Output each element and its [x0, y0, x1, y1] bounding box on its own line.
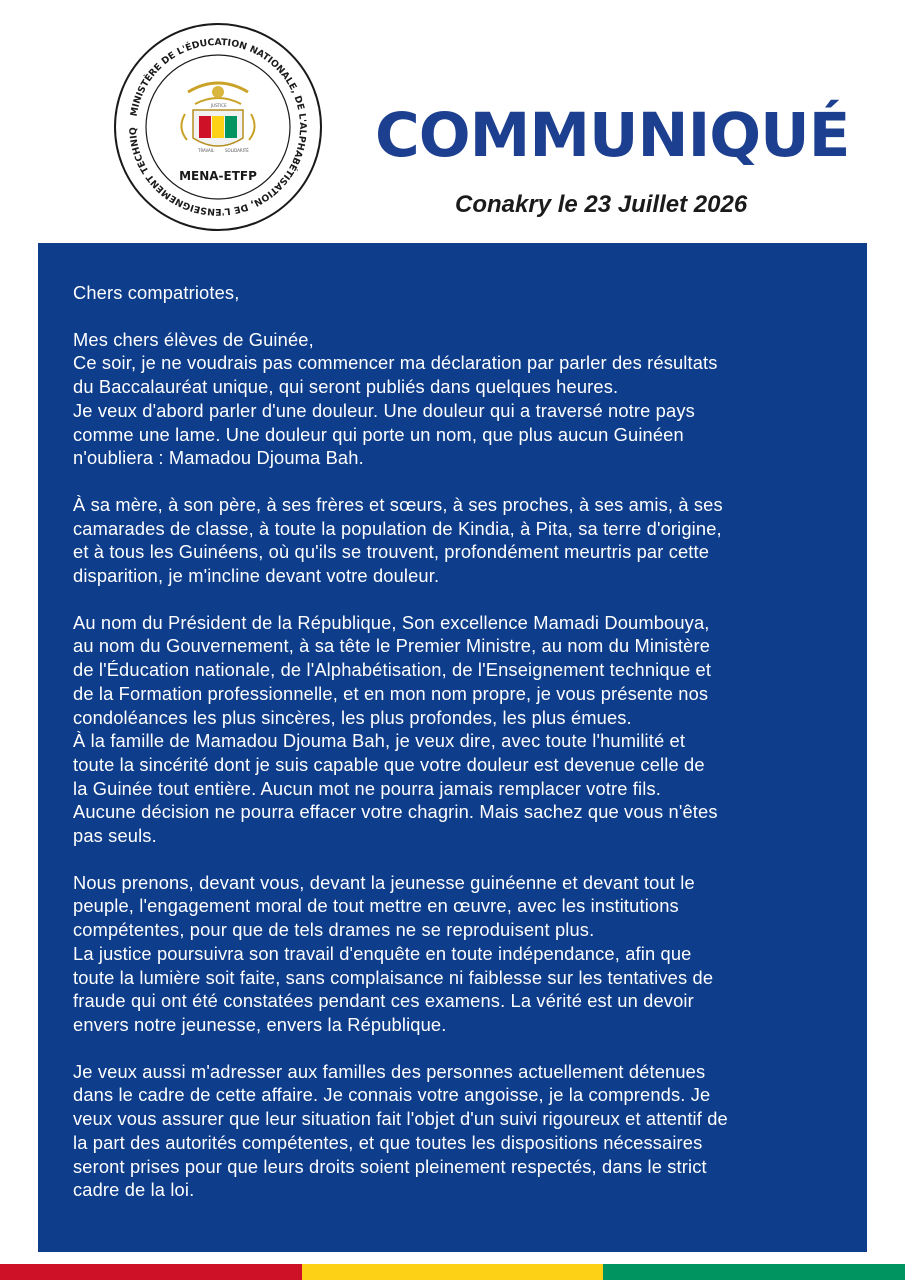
paragraph-line: dans le cadre de cette affaire. Je connais votre angoisse, je la comprends. Je	[73, 1084, 711, 1106]
paragraph-line: compétentes, pour que de tels drames ne se reproduisent plus.	[73, 919, 595, 941]
paragraph-line: veux vous assurer que leur situation fait l'objet d'un suivi rigoureux et attentif de	[73, 1108, 728, 1130]
flag-yellow-band	[302, 1264, 603, 1280]
paragraph-line: et à tous les Guinéens, où qu'ils se trouvent, profondément meurtris par cette	[73, 541, 710, 563]
motto-right-text: SOLIDARITÉ	[225, 148, 249, 153]
paragraph-line: la Guinée tout entière. Aucun mot ne pourra jamais remplacer votre fils.	[73, 777, 661, 799]
paragraph-line: Je veux d'abord parler d'une douleur. Une douleur qui a traversé notre pays	[73, 399, 695, 421]
ministry-seal-logo	[113, 22, 323, 232]
statement-paragraph	[73, 1060, 837, 1202]
communique-title: COMMUNIQUÉ	[375, 100, 850, 171]
paragraph-line: toute la lumière soit faite, sans complaisance ni faiblesse sur les tentatives de	[73, 966, 714, 988]
paragraph-line: Chers compatriotes,	[73, 282, 240, 303]
paragraph-line: fraude qui ont été constatées pendant ces examens. La vérité est un devoir	[73, 990, 694, 1012]
paragraph-line: n'oubliera : Mamadou Djouma Bah.	[73, 447, 364, 469]
paragraph-line: Mes chers élèves de Guinée,	[73, 328, 314, 350]
statement-panel	[38, 243, 867, 1252]
guinea-flag-stripe	[0, 1264, 905, 1280]
paragraph-line: Nous prenons, devant vous, devant la jeunesse guinéenne et devant tout le	[73, 871, 695, 893]
paragraph-line: À sa mère, à son père, à ses frères et sœurs, à ses proches, à ses amis, à ses	[73, 493, 723, 515]
paragraph-line: Aucune décision ne pourra effacer votre chagrin. Mais sachez que vous n'êtes	[73, 801, 718, 823]
paragraph-line: comme une lame. Une douleur qui porte un nom, que plus aucun Guinéen	[73, 423, 684, 445]
paragraph-line: pas seuls.	[73, 825, 157, 847]
paragraph-line: cadre de la loi.	[73, 1179, 195, 1201]
paragraph-line: disparition, je m'incline devant votre douleur.	[73, 565, 440, 587]
paragraph-line: À la famille de Mamadou Djouma Bah, je veux dire, avec toute l'humilité et	[73, 730, 686, 752]
paragraph-line: Je veux aussi m'adresser aux familles des personnes actuellement détenues	[73, 1060, 706, 1082]
paragraph-line: camarades de classe, à toute la population de Kindia, à Pita, sa terre d'origine,	[73, 517, 722, 539]
paragraph-line: Ce soir, je ne voudrais pas commencer ma déclaration par parler des résultats	[73, 352, 718, 374]
paragraph-line: peuple, l'engagement moral de tout mettre en œuvre, avec les institutions	[73, 895, 679, 917]
flag-green-band	[603, 1264, 905, 1280]
statement-paragraph	[73, 281, 837, 305]
seal-ring-text: MINISTÈRE DE L'ÉDUCATION NATIONALE, DE L'ALPHABÉTISATION, DE L'ENSEIGNEMENT TECHNIQ	[127, 36, 309, 218]
paragraph-line: seront prises pour que leurs droits soient pleinement respectés, dans le strict	[73, 1155, 707, 1177]
flag-red-band	[0, 1264, 302, 1280]
statement-paragraph	[73, 871, 837, 1037]
statement-paragraph	[73, 493, 837, 588]
motto-center-text: JUSTICE	[211, 103, 227, 108]
statement-paragraph	[73, 328, 837, 470]
paragraph-line: envers notre jeunesse, envers la République.	[73, 1013, 447, 1035]
dateline: Conakry le 23 Juillet 2026	[455, 191, 748, 218]
paragraph-line: la part des autorités compétentes, et que toutes les dispositions nécessaires	[73, 1131, 703, 1153]
paragraph-line: de la Formation professionnelle, et en mon nom propre, je vous présente nos	[73, 682, 709, 704]
statement-paragraph	[73, 611, 837, 848]
paragraph-line: toute la sincérité dont je suis capable que votre douleur est devenue celle de	[73, 753, 705, 775]
paragraph-line: condoléances les plus sincères, les plus profondes, les plus émues.	[73, 706, 632, 728]
seal-acronym: MENA-ETFP	[179, 169, 257, 183]
paragraph-line: au nom du Gouvernement, à sa tête le Premier Ministre, au nom du Ministère	[73, 635, 711, 657]
paragraph-line: Au nom du Président de la République, Son excellence Mamadi Doumbouya,	[73, 611, 710, 633]
seal-graphic	[113, 22, 323, 232]
paragraph-line: La justice poursuivra son travail d'enquête en toute indépendance, afin que	[73, 942, 692, 964]
paragraph-line: de l'Éducation nationale, de l'Alphabétisation, de l'Enseignement technique et	[73, 659, 712, 681]
motto-left-text: TRAVAIL	[198, 148, 215, 153]
paragraph-line: du Baccalauréat unique, qui seront publiés dans quelques heures.	[73, 376, 619, 398]
